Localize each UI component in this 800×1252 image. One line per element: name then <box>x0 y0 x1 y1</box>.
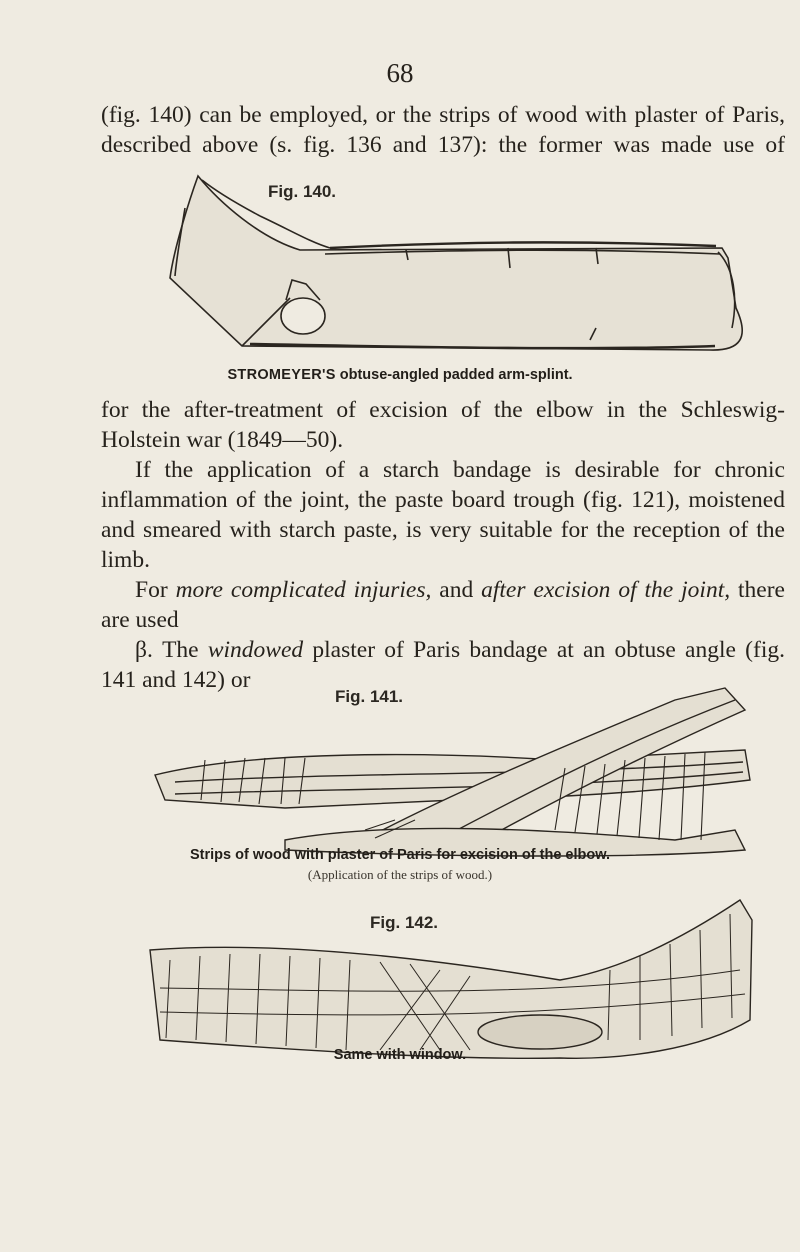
wood-strips-illustration <box>135 680 765 860</box>
paragraph-intro: (fig. 140) can be employed, or the strips of wood with plaster of Paris, described above (s. fig. 136 and 137): the former was made use of <box>101 102 785 158</box>
para5-tail: plaster of Paris bandage at an obtuse angle (fig. 141 and 142) or <box>101 637 785 693</box>
figure-142 <box>140 900 770 1063</box>
paragraph-complicated-injuries <box>101 575 785 635</box>
page-number: 68 <box>386 58 414 88</box>
figure-140-label: Fig. 140. <box>268 182 337 201</box>
paragraph-starch-bandage: If the application of a starch bandage is desirable for chronic inflammation of the joint, the paste board trough (fig. 121), moistened and smeared with starch paste, is very suitable for the reception of the limb. <box>101 457 785 573</box>
figure-140 <box>150 168 750 383</box>
para4-lead: For <box>135 577 176 603</box>
para5-lead: β. The <box>135 637 208 663</box>
figure-141 <box>135 680 765 882</box>
para4-tail: there are used <box>101 577 785 633</box>
para5-emphasis: windowed <box>207 637 304 663</box>
padded-arm-splint-illustration <box>150 168 750 358</box>
figure-140-caption-rest: obtuse-angled padded arm-splint. <box>339 367 573 383</box>
paragraph-after-treatment: for the after-treatment of excision of the elbow in the Schleswig-Holstein war (1849—50). <box>101 397 785 453</box>
figure-140-caption-name: STROMEYER'S <box>227 367 336 383</box>
para4-mid: and <box>431 577 482 603</box>
figure-141-subcaption: (Application of the strips of wood.) <box>307 867 493 882</box>
figure-142-label: Fig. 142. <box>370 913 439 932</box>
figure-142-caption: Same with window. <box>333 1047 467 1063</box>
para4-emphasis-2: after excision of the joint, <box>481 577 731 603</box>
figure-141-label: Fig. 141. <box>335 687 404 706</box>
para4-emphasis-1: more complicated injuries, <box>175 577 432 603</box>
figure-141-caption: Strips of wood with plaster of Paris for excision of the elbow. <box>189 847 610 863</box>
figure-140-caption <box>0 367 800 383</box>
windowed-bandage-illustration <box>140 900 770 1060</box>
